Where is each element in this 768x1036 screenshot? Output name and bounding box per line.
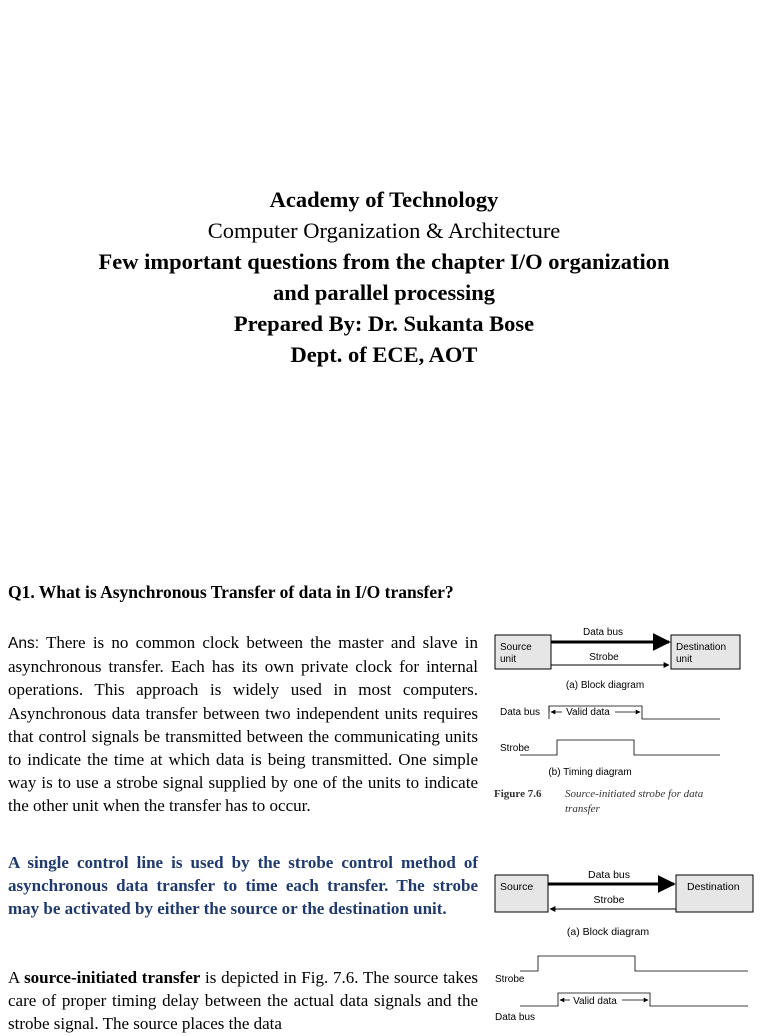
figure-title-1: Source-initiated strobe for data	[565, 788, 704, 800]
document-title-line2: and parallel processing	[272, 280, 496, 305]
p3-post: is depicted in Fig. 7.6. The source takes care of proper timing delay between the actual data signals and the strobe signal. The source places the data	[8, 968, 478, 1034]
data-bus-waveform-2	[520, 993, 748, 1006]
strobe-waveform	[520, 740, 720, 755]
strobe-waveform-2	[520, 956, 748, 971]
department: Dept. of ECE, AOT	[290, 342, 478, 367]
question-1-heading: Q1. What is Asynchronous Transfer of data in I/O transfer?	[8, 582, 454, 602]
data-bus-label-2: Data bus	[587, 869, 631, 881]
timing-data-bus-label: Data bus	[500, 707, 541, 718]
data-bus-label: Data bus	[582, 627, 624, 638]
valid-data-label: Valid data	[566, 707, 610, 718]
answer-paragraph	[8, 631, 478, 818]
document-header	[0, 184, 768, 370]
figure-number: Figure 7.6	[494, 788, 542, 800]
timing-diagram-caption: (b) Timing diagram	[548, 767, 632, 778]
p3-pre: A	[8, 968, 25, 987]
course-title: Computer Organization & Architecture	[207, 218, 561, 243]
strobe-label-2: Strobe	[593, 894, 625, 906]
destination-unit-label-2: unit	[676, 654, 693, 665]
answer-text: There is no common clock between the master and slave in asynchronous transfer. Each has its own private clock for internal operations. This approach is widely used in most computers. Asynchronous data transfer between two independent units requires that control signals be transmitted between the communicating units to indicate the time at which data is being transmitted. One simple way is to use a strobe signal supplied by one of the units to indicate the other unit when the transfer has to occur.	[8, 633, 478, 816]
answer-label: Ans:	[8, 635, 40, 652]
destination-label: Destination	[687, 881, 740, 893]
timing-data-bus-label-2: Data bus	[495, 1012, 536, 1023]
destination-unit-label-1: Destination	[676, 642, 727, 653]
timing-strobe-label-2: Strobe	[495, 974, 525, 985]
figure-7-7	[490, 864, 758, 1024]
institution-name: Academy of Technology	[269, 187, 499, 212]
author: Prepared By: Dr. Sukanta Bose	[233, 311, 535, 336]
strobe-label: Strobe	[589, 652, 619, 663]
source-initiated-paragraph	[8, 966, 478, 1036]
highlight-paragraph: A single control line is used by the strobe control method of asynchronous data transfer to time each transfer. The strobe may be activated by either the source or the destination unit.	[8, 853, 478, 919]
p3-bold-term: source-initiated transfer	[24, 968, 201, 987]
block-diagram-caption: (a) Block diagram	[565, 680, 645, 691]
figure-title-2: transfer	[565, 803, 600, 815]
document-title-line1: Few important questions from the chapter I/O organization	[98, 249, 670, 274]
timing-strobe-label: Strobe	[500, 743, 530, 754]
figure-7-6	[490, 624, 750, 819]
source-unit-label-2: unit	[500, 654, 517, 665]
valid-data-label-2: Valid data	[573, 996, 617, 1007]
block-diagram-caption-2: (a) Block diagram	[566, 926, 650, 938]
source-unit-label-1: Source	[500, 642, 532, 653]
source-label: Source	[500, 881, 534, 893]
